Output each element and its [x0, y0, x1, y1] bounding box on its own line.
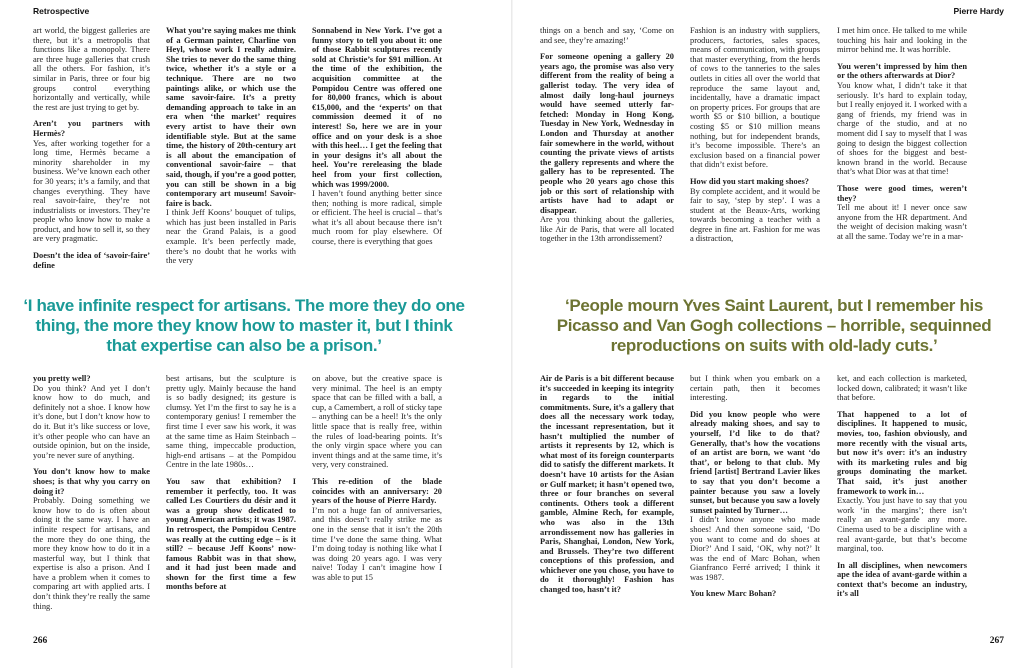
right-bottom-column-3: [837, 374, 967, 624]
page-right: [512, 0, 1024, 668]
right-top-column-3: [837, 26, 967, 284]
running-header-right: Pierre Hardy: [953, 6, 1004, 16]
interview-answer: on above, but the creative space is very minimal. The heel is an empty space that can be filled with a ball, a cup, a Camembert, a roll of sticky tape – anything can be a heel! It’s the only little space that is really free, within the rules of load-bearing points. It’s the only virgin space where you can invent things and at the same time, it’s very, very constrained.: [312, 374, 442, 470]
interview-answer: I didn’t know anyone who made shoes! And then someone said, ‘Do you want to come and do shoes at Dior?’ And I said, ‘OK, why not?’ It was the end of Marc Bohan, when Gianfranco Ferré arrived; I think it was 1987.: [690, 515, 820, 582]
interview-question: For someone opening a gallery 20 years ago, the promise was also very different from the reality of being a gallerist today. The very idea of almost daily long-haul journeys would have seemed utterly far-fetched: Monday in Hong Kong, Tuesday in New York, Wednesday in London and Thursday at another fair somewhere in the world, without counting the private views of artists the gallery represents and where the gallery has to be represented. The people who 20 years ago chose this job or this sort of relationship with artists have had to adapt or disappear.: [540, 52, 674, 215]
interview-answer: ket, and each collection is marketed, locked down, calibrated; it wasn’t like that before.: [837, 374, 967, 403]
left-bottom-column-3: [312, 374, 442, 624]
interview-answer: Do you think? And yet I don’t know how to do much, and definitely not a shoe. I know how it’s done, but I don’t know how to do it. But it’s like success or love, it’s other people who can have an outside opinion, but on the inside, you’re never sure of anything.: [33, 383, 150, 460]
interview-question: What you’re saying makes me think of a German painter, Charline von Heyl, whose work I really admire. She tries to never do the same thing twice, whether it’s a style or a technique. There are no two paintings alike, or which use the same savoir-faire. It’s a pretty demanding approach to take in an era when ‘the market’ requires every artist to have their own identifiable style. But at the same time, the history of 20th-century art is all about the emancipation of conventional savoir-faire – that said, though, if you’re a good potter, you can still be shown in a big contemporary art museum! Savoir-faire is back.: [166, 26, 296, 208]
left-bottom-column-1: [33, 374, 150, 624]
pull-quote-right: ‘People mourn Yves Saint Laurent, but I remember his Picasso and Van Gogh collections – horrible, sequinned reproductions on suits with old-lady cuts.’: [556, 296, 992, 355]
interview-answer: art world, the biggest galleries are there, but it’s a metropolis that functions like a monopoly. There are three huge galleries that crush all the others. For fashion, it’s similar in Paris, three or four big groups control everything horizontally and vertically, while the rest are just trying to get by.: [33, 26, 150, 112]
interview-answer: I’m not a huge fan of anniversaries, and this doesn’t really strike me as one in the sense that it isn’t the 20th time I’ve done the same thing. What I’m doing today is nothing like what I was doing 20 years ago. I was very naive! Today I can’t imagine how I was able to put 15: [312, 505, 442, 582]
interview-question: That happened to a lot of disciplines. It happened to music, movies, too, fashion obviously, and more recently with the visual arts, but now it’s over: it’s an industry with its marketing rules and big groups dominating the market. That said, it’s just another framework to work in…: [837, 409, 967, 496]
interview-answer: I think Jeff Koons’ bouquet of tulips, which has just been installed in Paris near the Grand Palais, is a good example. It’s been perfectly made, there’s no doubt that he works with the very: [166, 208, 296, 266]
running-header-left: Retrospective: [33, 6, 90, 16]
interview-question: This re-edition of the blade coincides with an anniversary: 20 years of the house of Pierre Hardy.: [312, 476, 442, 506]
interview-question: Doesn’t the idea of ‘savoir-faire’ define: [33, 251, 150, 270]
interview-answer: things on a bench and say, ‘Come on and see, they’re amazing!’: [540, 26, 674, 45]
left-top-column-3: [312, 26, 442, 284]
interview-question: Those were good times, weren’t they?: [837, 183, 967, 203]
interview-question: Did you know people who were already making shoes, and say to yourself, I’d like to do that? Generally, that’s how the vocations of an artist are born, we want ‘do that’, or belong to that club. My friend [artist] Bertrand Lavier likes to say that you don’t become a painter because you saw a lovely sunset, but because you saw a lovely sunset painted by Turner…: [690, 409, 820, 515]
interview-answer: best artisans, but the sculpture is pretty ugly. Mainly because the hand is so badly designed; its gesture is clumsy. Yet I’m the first to say he is a contemporary genius! I remember the first time I ever saw his work, it was at the same time as Haim Steinbach – same thing, impeccable production, high-end artisans – at the Pompidou Centre in the late 1980s…: [166, 374, 296, 470]
interview-question: How did you start making shoes?: [690, 176, 809, 186]
interview-question: Sonnabend in New York. I’ve got a funny story to tell you about it: one of those Rabbit sculptures recently sold at Christie’s for $91 million. At the time of the exhibition, the acquisition committee at the Pompidou Centre was offered one for 80,000 francs, which is about €15,000, and the ‘experts’ on that commission deemed it of no interest! So, here we are in your office and on your desk is a shoe with this heel… I get the feeling that in your designs it’s all about the heel. You’re rereleasing the blade heel from your first collection, which was 1999/2000.: [312, 26, 442, 189]
interview-answer: but I think when you embark on a certain path, then it becomes interesting.: [690, 374, 820, 403]
interview-answer: I met him once. He talked to me while touching his hair and looking in the mirror behind me. It was horrible.: [837, 26, 967, 55]
interview-question: you pretty well?: [33, 374, 91, 383]
page-number-right: 267: [989, 636, 1004, 646]
page-number-left: 266: [33, 636, 48, 646]
interview-question: You knew Marc Bohan?: [690, 589, 777, 599]
interview-answer: Tell me about it! I never once saw anyone from the HR department. And the weight of decision making wasn’t at all the same. Today we’re in a mar-: [837, 203, 967, 241]
interview-answer: Yes, after working together for a long time, Hermès became a minority shareholder in my business. We’ve known each other for 30 years; it’s a family, and that changes everything. They have real savoir-faire, they’re not industrialists or investors. They’re people who know how to make a product, and how to sell it, so they are very pragmatic.: [33, 138, 150, 244]
interview-question: Aren’t you partners with Hermès?: [33, 119, 150, 138]
left-top-column-2: [166, 26, 296, 284]
interview-answer: Probably. Doing something we know how to do is often about doing it the same way. I have an infinite respect for artisans, and the more they do one thing, the more they know how to do it in a masterful way, but I think that expertise is also a prison. And I have a problem when it comes to comparing art with applied arts. I don’t think they’re really the same thing.: [33, 496, 150, 611]
interview-answer: Are you thinking about the galleries, like Air de Paris, that were all located together in the 13th arrondissement?: [540, 215, 674, 244]
right-top-column-1: [540, 26, 674, 284]
interview-question: You weren’t impressed by him then or the others afterwards at Dior?: [837, 61, 967, 81]
pull-quote-left: ‘I have infinite respect for artisans. The more they do one thing, the more they know how to master it, but I think that expertise can also be a prison.’: [23, 296, 465, 355]
interview-question: You saw that exhibition? I remember it perfectly, too. It was called Les Courtiers du désir and it was a group show dedicated to young American artists; it was 1987. In retrospect, the Pompidou Centre was really at the cutting edge – is it still? – because Jeff Koons’ now-famous Rabbit was in that show, and it had just been made and shown for the first time a few months before at: [166, 476, 296, 592]
right-bottom-column-2: [690, 374, 820, 624]
interview-question: You don’t know how to make shoes; is that why you carry on doing it?: [33, 467, 150, 496]
left-bottom-column-2: [166, 374, 296, 624]
interview-question: In all disciplines, when newcomers ape the idea of avant-garde within a context that’s become an industry, it’s all: [837, 560, 967, 599]
right-bottom-column-1: [540, 374, 674, 624]
interview-answer: You know what, I didn’t take it that seriously. It’s hard to explain today, but I really enjoyed it. I worked with a gang of friends, my friend was in charge of the studio, and at no moment did I say to myself that I was going to design the biggest collection of shoes for the biggest and best-known brand in the world. Because that’s what Dior was at that time!: [837, 80, 967, 177]
interview-answer: Fashion is an industry with suppliers, producers, factories, sales spaces, means of communication, with groups that master everything, from the herds of cows to the tanneries to the sales outlets in cities all over the world that reproduce the same layout and, incidentally, have a dramatic impact on property prices. For groups that are worth $5 or $10 billion, a boutique costing $5 or $10 million means nothing, but for independent brands, it’s become impossible. There’s an exclusion based on a financial power that didn’t exist before.: [690, 26, 820, 170]
interview-answer: Exactly. You just have to say that you work ‘in the margins’; there isn’t really an avant-garde any more. Cinema used to be a discipline with a real avant-garde, but that’s become marginal, too.: [837, 496, 967, 554]
interview-answer: By complete accident, and it would be fair to say, ‘step by step’. I was a student at the Beaux-Arts, working towards becoming a teacher with a degree in fine art. Fashion for me was a distraction,: [690, 186, 820, 244]
right-top-column-2: [690, 26, 820, 284]
interview-question: Air de Paris is a bit different because it’s succeeded in keeping its integrity in regards to the initial commitments. Sure, it’s a gallery that does all the necessary work today, the incessant representation, but it hasn’t multiplied the number of artists it represents by 12, which is what most of its foreign counterparts did to satisfy the different markets. It doesn’t have 10 artists for the Asian or Gulf market; it hasn’t opened two, three or four branches on several continents. Others took a different gamble, Almine Rech, for example, who was also in the 13th arrondissement now has galleries in Paris, Shanghai, London, New York, and Brussels. They’re two different conceptions of this profession, and whichever one you chose, you have to do it thoroughly! Fashion has changed too, hasn’t it?: [540, 374, 674, 595]
left-top-column-1: [33, 26, 150, 284]
interview-answer: I haven’t found anything better since then; nothing is more radical, simple or efficient. The heel is crucial – that’s what it’s all about because there isn’t much room for play elsewhere. Of course, there is everything that goes: [312, 189, 442, 247]
